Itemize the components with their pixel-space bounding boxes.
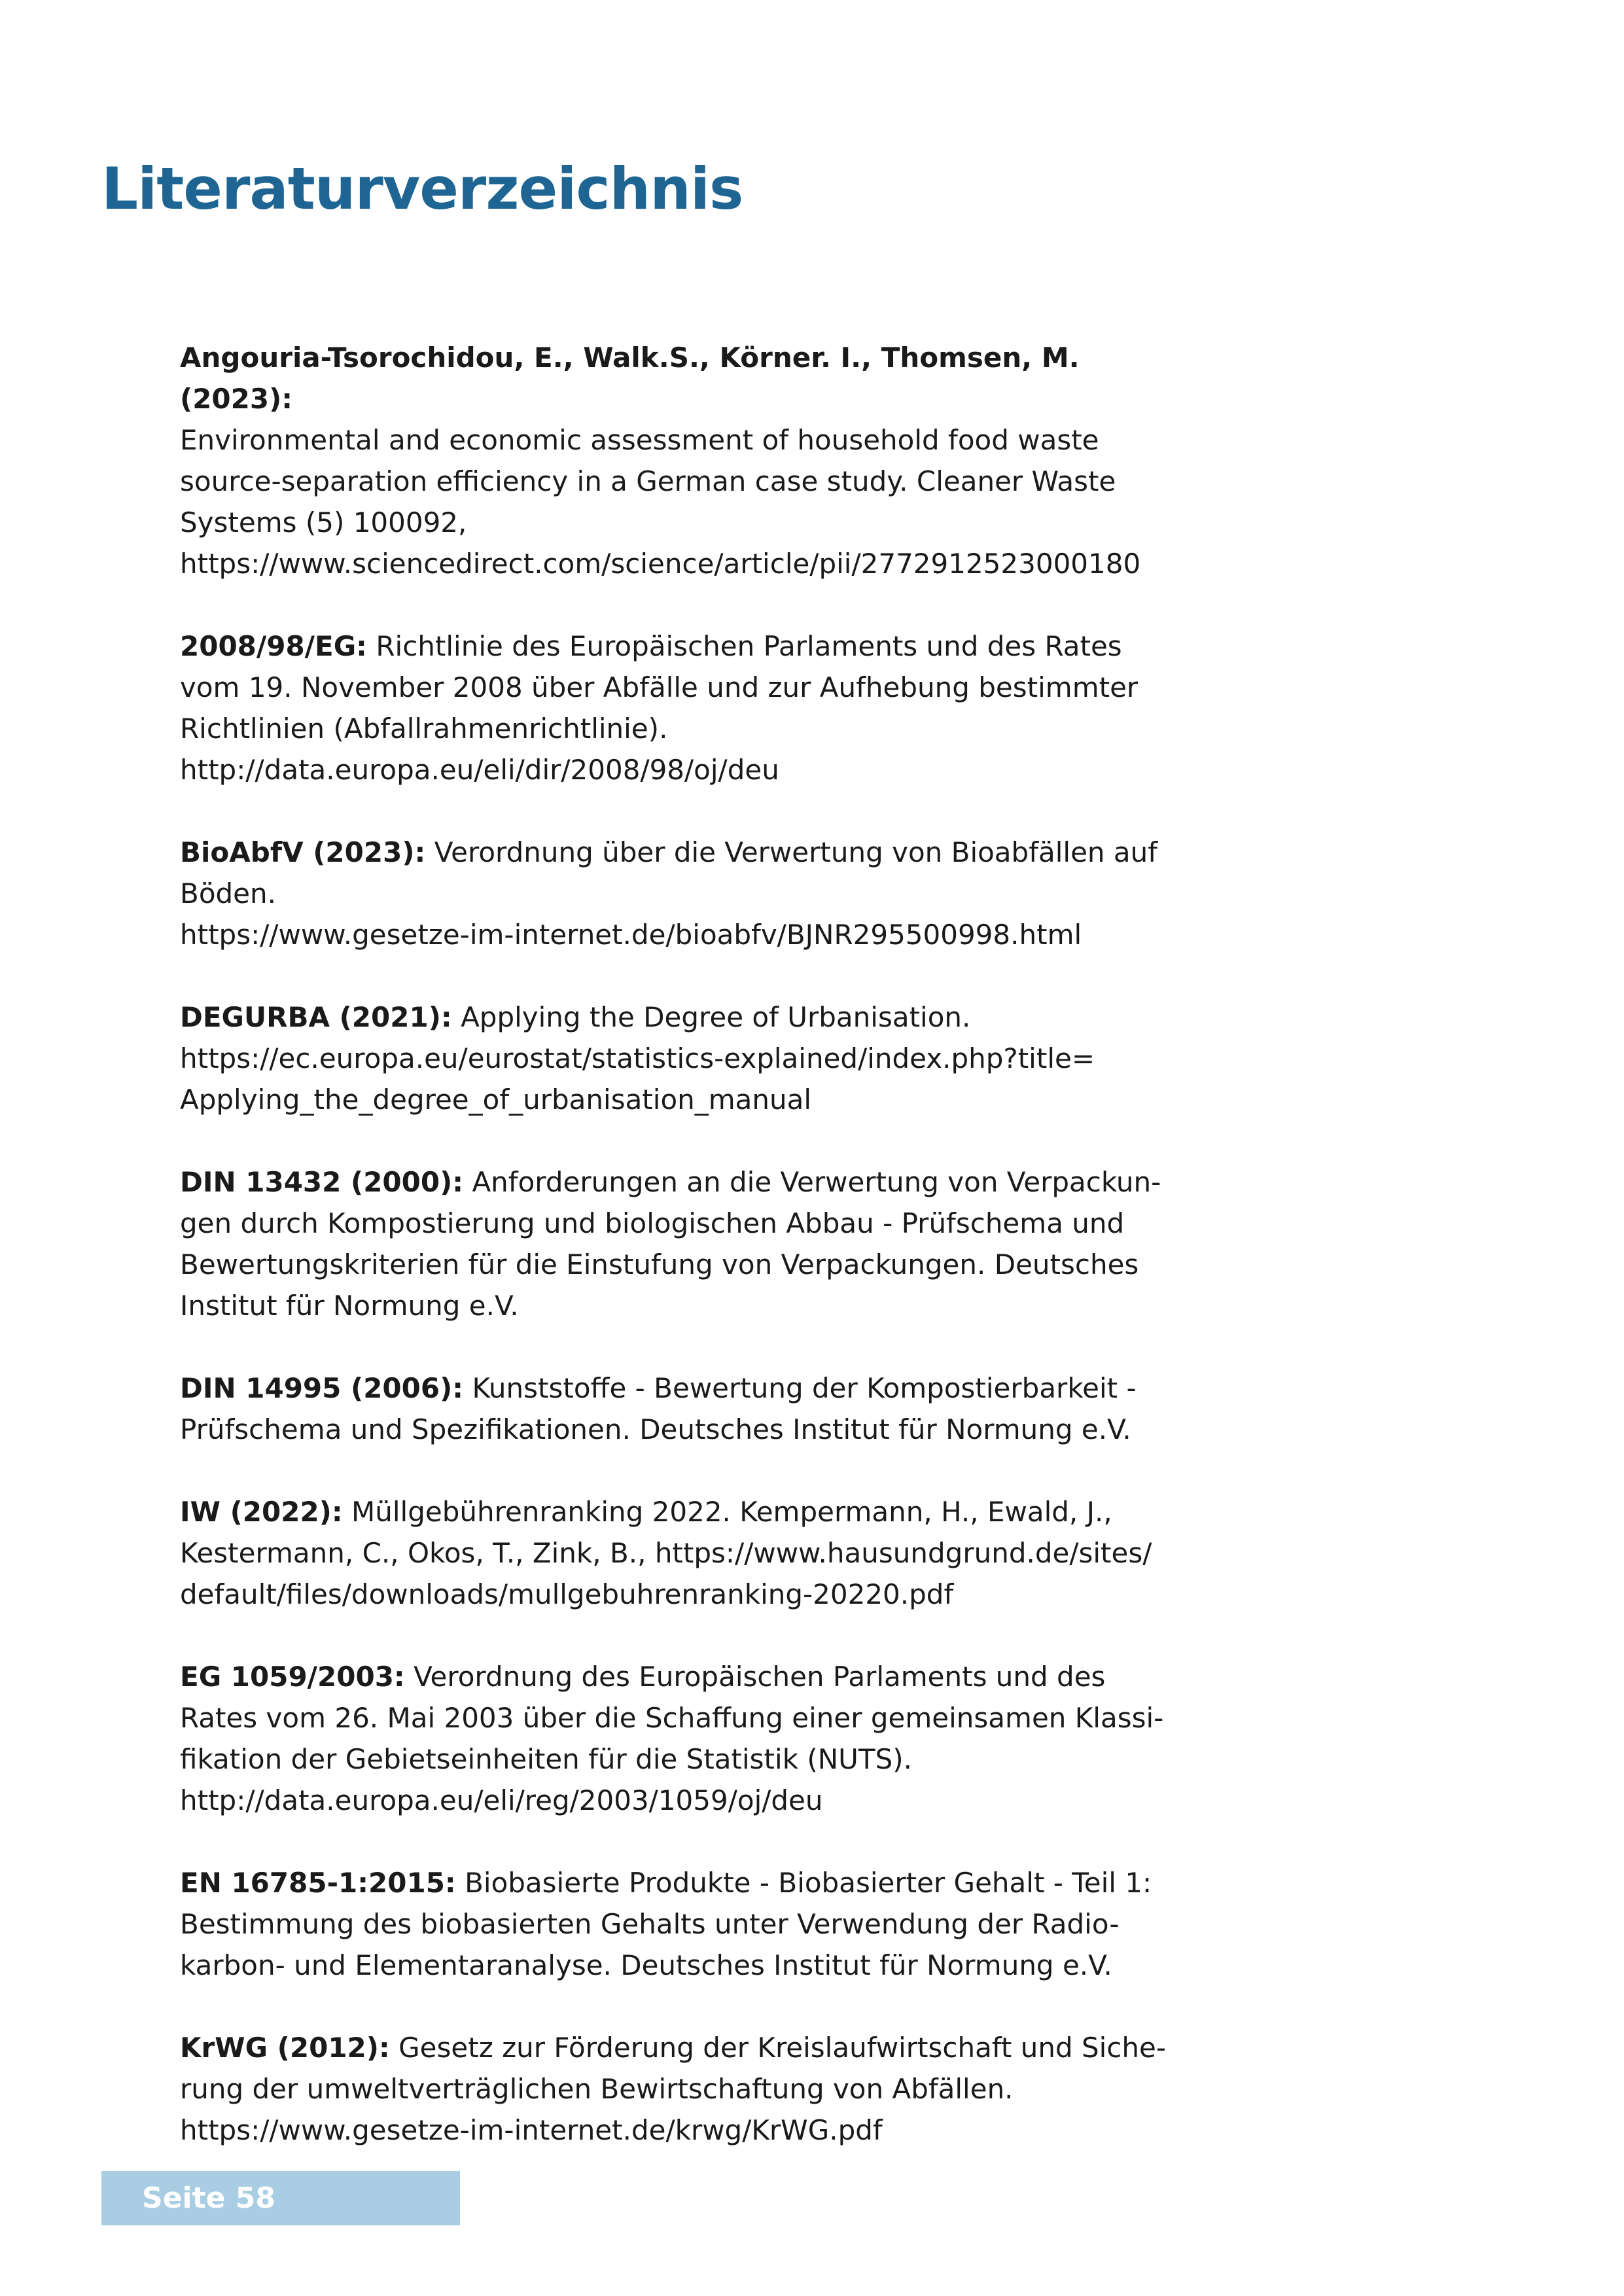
reference-text-line: Verordnung über die Verwertung von Bioabfällen auf <box>434 836 1158 868</box>
reference-text-line: Gesetz zur Förderung der Kreislaufwirtschaft und Siche- <box>398 2032 1166 2064</box>
reference-url[interactable]: https://www.gesetze-im-internet.de/krwg/KrWG.pdf <box>180 2114 883 2146</box>
reference-item <box>180 2027 1174 2151</box>
reference-text-line: Institut für Normung e.V. <box>180 1290 519 1322</box>
reference-text-line: Bestimmung des biobasierten Gehalts unter Verwendung der Radio- <box>180 1908 1120 1940</box>
reference-key: KrWG (2012): <box>180 2032 390 2064</box>
reference-key: BioAbfV (2023): <box>180 836 426 868</box>
reference-url[interactable]: http://data.europa.eu/eli/reg/2003/1059/oj/deu <box>180 1784 823 1816</box>
reference-item <box>180 832 1174 955</box>
reference-text-line: Müllgebührenranking 2022. Kempermann, H., Ewald, J., <box>351 1496 1112 1528</box>
reference-text-line: Kunststoffe - Bewertung der Kompostierbarkeit - <box>472 1372 1137 1404</box>
reference-item <box>180 1161 1174 1326</box>
reference-text-line: Rates vom 26. Mai 2003 über die Schaffung einer gemeinsamen Klassi- <box>180 1702 1164 1734</box>
reference-text-line: karbon- und Elementaranalyse. Deutsches Institut für Normung e.V. <box>180 1949 1112 1981</box>
reference-key: Angouria-Tsorochidou, E., Walk.S., Körner. I., Thomsen, M. (2023): <box>180 342 1080 415</box>
reference-key: DEGURBA (2021): <box>180 1001 452 1033</box>
page-title: Literaturverzeichnis <box>101 155 743 222</box>
reference-text-line: vom 19. November 2008 über Abfälle und zur Aufhebung bestimmter <box>180 671 1139 703</box>
reference-key: DIN 13432 (2000): <box>180 1166 464 1198</box>
reference-text-line: Verordnung des Europäischen Parlaments und des <box>414 1661 1106 1693</box>
reference-item <box>180 1368 1174 1450</box>
reference-url[interactable]: https://ec.europa.eu/eurostat/statistics-explained/index.php?title= <box>180 1042 1095 1074</box>
reference-text-line: Prüfschema und Spezifikationen. Deutsches Institut für Normung e.V. <box>180 1413 1131 1445</box>
reference-url[interactable]: http://data.europa.eu/eli/dir/2008/98/oj/deu <box>180 754 779 786</box>
reference-item <box>180 337 1174 584</box>
reference-url[interactable]: https://www.sciencedirect.com/science/article/pii/2772912523000180 <box>180 548 1141 580</box>
reference-text-line: Böden. <box>180 877 276 910</box>
reference-text-line: Richtlinie des Europäischen Parlaments und des Rates <box>376 630 1122 662</box>
page-number-bar <box>101 2171 460 2225</box>
reference-item <box>180 1491 1174 1615</box>
reference-text-line: gen durch Kompostierung und biologischen Abbau - Prüfschema und <box>180 1207 1125 1239</box>
reference-url[interactable]: https://www.gesetze-im-internet.de/bioabfv/BJNR295500998.html <box>180 919 1082 951</box>
reference-text-line: Biobasierte Produkte - Biobasierter Gehalt - Teil 1: <box>465 1867 1152 1899</box>
reference-item <box>180 997 1174 1120</box>
reference-url[interactable]: Applying_the_degree_of_urbanisation_manual <box>180 1084 812 1116</box>
reference-key: EG 1059/2003: <box>180 1661 405 1693</box>
reference-url[interactable]: default/files/downloads/mullgebuhrenranking-20220.pdf <box>180 1578 954 1610</box>
reference-text-line: fikation der Gebietseinheiten für die Statistik (NUTS). <box>180 1743 912 1775</box>
reference-list <box>180 337 1174 2192</box>
reference-text-line: Richtlinien (Abfallrahmenrichtlinie). <box>180 713 668 745</box>
reference-text-line: Applying the Degree of Urbanisation. <box>461 1001 971 1033</box>
reference-item <box>180 626 1174 790</box>
reference-key: IW (2022): <box>180 1496 343 1528</box>
reference-text-line: rung der umweltverträglichen Bewirtschaftung von Abfällen. <box>180 2073 1014 2105</box>
reference-text-line: Environmental and economic assessment of household food waste <box>180 424 1099 456</box>
reference-key: EN 16785-1:2015: <box>180 1867 456 1899</box>
reference-key: 2008/98/EG: <box>180 630 367 662</box>
reference-text-line: Systems (5) 100092, <box>180 506 467 539</box>
page-number: Seite 58 <box>142 2181 276 2215</box>
reference-item <box>180 1656 1174 1821</box>
reference-item <box>180 1862 1174 1986</box>
reference-key: DIN 14995 (2006): <box>180 1372 464 1404</box>
reference-text-line: Bewertungskriterien für die Einstufung von Verpackungen. Deutsches <box>180 1248 1139 1280</box>
reference-text-line: Anforderungen an die Verwertung von Verpackun- <box>472 1166 1161 1198</box>
reference-text-line: Kestermann, C., Okos, T., Zink, B., https://www.hausundgrund.de/sites/ <box>180 1537 1152 1569</box>
reference-text-line: source-separation efficiency in a German case study. Cleaner Waste <box>180 465 1116 497</box>
